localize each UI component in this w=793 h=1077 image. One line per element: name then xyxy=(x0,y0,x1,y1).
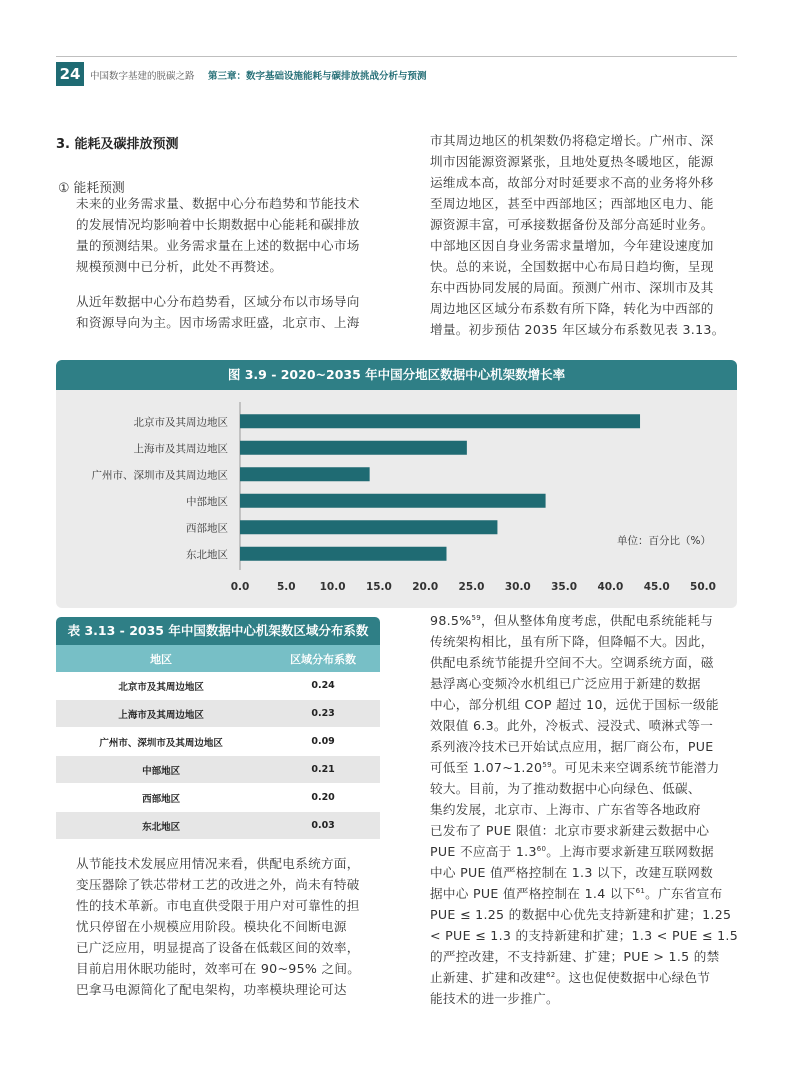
text-line: 的严控改建，不支持新建、扩建；PUE > 1.5 的禁 xyxy=(430,949,720,964)
text-line: 可低至 1.07~1.20$^{59}$。可见未来空调系统节能潜力 xyxy=(430,760,720,775)
text-line: 规模预测中已分析，此处不再赘述。 xyxy=(76,259,283,274)
paragraph-energy-saving xyxy=(76,853,386,1000)
category-label: 北京市及其周边地区 xyxy=(133,416,228,429)
book-title: 中国数字基建的脱碳之路 xyxy=(90,71,195,82)
paragraph-distribution-trend-cont xyxy=(430,130,738,340)
bar xyxy=(240,520,497,534)
tick-label: 25.0 xyxy=(458,581,485,593)
cell-region: 中部地区 xyxy=(56,756,266,784)
cell-coefficient: 0.03 xyxy=(266,812,380,840)
paragraph-forecast-intro xyxy=(76,193,386,277)
table-row xyxy=(56,700,380,728)
tick-label: 45.0 xyxy=(643,581,670,593)
footnote-ref: 60 xyxy=(536,844,547,853)
cell-coefficient: 0.24 xyxy=(266,672,380,700)
footnote-ref: 62 xyxy=(546,970,556,979)
text-line: 效限值 6.3。此外，冷板式、浸没式、喷淋式等一 xyxy=(430,718,714,733)
text-line: PUE ≤ 1.25 的数据中心优先支持新建和扩建；1.25 xyxy=(430,907,732,922)
text-line: 传统架构相比，虽有所下降，但降幅不大。因此， xyxy=(430,634,714,649)
cell-region: 东北地区 xyxy=(56,812,266,840)
table-row xyxy=(56,784,380,812)
table-row xyxy=(56,672,380,700)
text-line: 至周边地区，甚至中西部地区；西部地区电力、能 xyxy=(430,196,714,211)
text-line: 目前启用休眠功能时，效率可在 90~95% 之间。 xyxy=(76,961,361,976)
bar xyxy=(240,494,546,508)
text-line: 据中心 PUE 值严格控制在 1.4 以下$^{61}$。广东省宣布 xyxy=(430,886,723,901)
footnote-ref: 61 xyxy=(635,886,646,895)
text-line: 从近年数据中心分布趋势看，区域分布以市场导向 xyxy=(76,294,360,309)
text-line: 悬浮离心变频冷水机组已广泛应用于新建的数据 xyxy=(430,676,701,691)
text-line: 量的预测结果。业务需求量在上述的数据中心市场 xyxy=(76,238,360,253)
paragraph-energy-saving-cont xyxy=(430,610,738,1009)
text-line: 性的技术革新。市电直供受限于用户对可靠性的担 xyxy=(76,898,360,913)
text-line: 已发布了 PUE 限值：北京市要求新建云数据中心 xyxy=(430,823,710,838)
text-line: 源资源丰富，可承接数据备份及部分高延时业务。 xyxy=(430,217,714,232)
unit-label: 单位：百分比（%） xyxy=(617,534,711,547)
text-line: 圳市因能源资源紧张，且地处夏热冬暖地区，能源 xyxy=(430,154,714,169)
footnote-ref: 59 xyxy=(542,760,552,769)
subsection-title: ① 能耗预测 xyxy=(58,181,125,196)
text-line: 从节能技术发展应用情况来看，供配电系统方面， xyxy=(76,856,360,871)
text-line: 已广泛应用，明显提高了设备在低载区间的效率， xyxy=(76,940,360,955)
tick-label: 10.0 xyxy=(319,581,346,593)
bar-chart xyxy=(56,390,737,608)
footnote-ref: 59 xyxy=(471,613,482,622)
tick-label: 35.0 xyxy=(551,581,578,593)
tick-label: 40.0 xyxy=(597,581,624,593)
text-line: 变压器除了铁芯带材工艺的改进之外，尚未有特破 xyxy=(76,877,360,892)
text-line: < PUE ≤ 1.3 的支持新建和扩建；1.3 < PUE ≤ 1.5 xyxy=(430,928,739,943)
text-line: 市其周边地区的机架数仍将稳定增长。广州市、深 xyxy=(430,133,714,148)
bar xyxy=(240,547,446,561)
cell-region: 西部地区 xyxy=(56,784,266,812)
distribution-table xyxy=(56,645,380,840)
cell-region: 北京市及其周边地区 xyxy=(56,672,266,700)
text-line: 能技术的进一步推广。 xyxy=(430,991,559,1006)
category-label: 广州市、深圳市及其周边地区 xyxy=(91,469,228,482)
section-title: 3. 能耗及碳排放预测 xyxy=(56,137,179,152)
tick-label: 30.0 xyxy=(504,581,531,593)
table-row xyxy=(56,812,380,840)
table-row xyxy=(56,756,380,784)
text-line: 中心 PUE 值严格控制在 1.3 以下，改建互联网数 xyxy=(430,865,714,880)
text-line: 忧只停留在小规模应用阶段。模块化不间断电源 xyxy=(76,919,347,934)
bar xyxy=(240,441,467,455)
category-label: 西部地区 xyxy=(186,522,228,535)
cell-coefficient: 0.23 xyxy=(266,700,380,728)
paragraph-distribution-trend xyxy=(76,291,386,333)
header-rule xyxy=(56,56,737,57)
tick-label: 50.0 xyxy=(690,581,716,593)
page-number: 24 xyxy=(56,62,84,86)
table-header-row xyxy=(56,645,380,672)
cell-coefficient: 0.20 xyxy=(266,784,380,812)
text-line: 系列液冷技术已开始试点应用，据厂商公布，PUE xyxy=(430,739,714,754)
cell-region: 广州市、深圳市及其周边地区 xyxy=(56,728,266,756)
table-title: 表 3.13 - 2035 年中国数据中心机架数区域分布系数 xyxy=(56,617,380,645)
text-line: 集约发展，北京市、上海市、广东省等各地政府 xyxy=(430,802,701,817)
header-region: 地区 xyxy=(56,645,266,672)
text-line: 东中西协同发展的局面。预测广州市、深圳市及其 xyxy=(430,280,714,295)
cell-region: 上海市及其周边地区 xyxy=(56,700,266,728)
header-coefficient: 区域分布系数 xyxy=(266,645,380,672)
text-line: 较大。目前，为了推动数据中心向绿色、低碳、 xyxy=(430,781,701,796)
text-line: 中部地区因自身业务需求量增加，今年建设速度加 xyxy=(430,238,714,253)
tick-label: 15.0 xyxy=(365,581,392,593)
cell-coefficient: 0.21 xyxy=(266,756,380,784)
tick-label: 20.0 xyxy=(412,581,439,593)
text-line: 的发展情况均影响着中长期数据中心能耗和碳排放 xyxy=(76,217,360,232)
text-line: 巴拿马电源简化了配电架构，功率模块理论可达 xyxy=(76,982,347,997)
table-row xyxy=(56,728,380,756)
text-line: 增量。初步预估 2035 年区域分布系数见表 3.13。 xyxy=(430,322,725,337)
text-line: 和资源导向为主。因市场需求旺盛，北京市、上海 xyxy=(76,315,360,330)
chart-title: 图 3.9 - 2020~2035 年中国分地区数据中心机架数增长率 xyxy=(56,360,737,390)
tick-label: 0.0 xyxy=(230,581,250,593)
category-label: 东北地区 xyxy=(186,548,228,561)
category-label: 上海市及其周边地区 xyxy=(133,442,228,455)
text-line: 未来的业务需求量、数据中心分布趋势和节能技术 xyxy=(76,196,360,211)
text-line: 周边地区区域分布系数有所下降，转化为中西部的 xyxy=(430,301,714,316)
cell-coefficient: 0.09 xyxy=(266,728,380,756)
bar xyxy=(240,414,640,428)
text-line: 供配电系统节能提升空间不大。空调系统方面，磁 xyxy=(430,655,714,670)
text-line: 快。总的来说，全国数据中心布局日趋均衡，呈现 xyxy=(430,259,714,274)
text-line: 运维成本高，故部分对时延要求不高的业务将外移 xyxy=(430,175,714,190)
text-line: PUE 不应高于 $1.3^{60}$。上海市要求新建互联网数据 xyxy=(430,844,714,859)
chapter-title: 第三章：数字基础设施能耗与碳排放挑战分析与预测 xyxy=(208,71,427,82)
category-label: 中部地区 xyxy=(186,495,228,508)
tick-label: 5.0 xyxy=(276,581,296,593)
text-line: 止新建、扩建和改建$^{62}$。这也促使数据中心绿色节 xyxy=(430,970,711,985)
text-line: 98.5%$^{59}$，但从整体角度考虑，供配电系统能耗与 xyxy=(430,613,714,628)
bar xyxy=(240,467,370,481)
text-line: 中心，部分机组 COP 超过 10，远优于国标一级能 xyxy=(430,697,719,712)
